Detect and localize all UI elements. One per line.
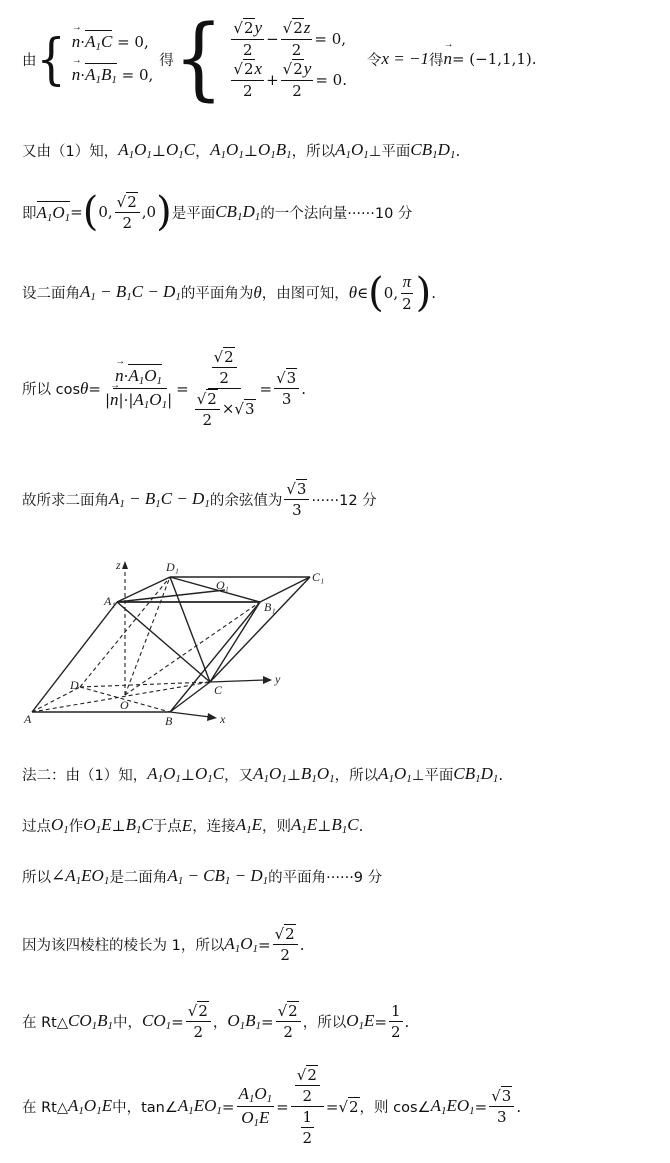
label-O: O [120, 698, 129, 712]
line-4: 设二面角 $A_1 - B_1C - D_1$ 的平面角为 θ ，由图可知， θ ∈ ( 0, $\frac{\pi}{2}$ ) . [22, 269, 437, 316]
z-arrow [122, 561, 128, 569]
line-11: 在 Rt△ $CO_1B_1$ 中， $CO_1$ = $\frac{√2}{2}$ ， $O_1B_1$ = $\frac{√2}{2}$ ，所以 $O_1E$ = $\frac{1}{2}$ . [22, 1002, 410, 1041]
label-D1: D₁ [166, 560, 179, 574]
label-B: B [165, 714, 173, 728]
label-B1: B₁ [264, 600, 276, 614]
line-A1-O1 [117, 590, 225, 602]
y-axis [210, 680, 265, 682]
label-A: A [24, 712, 32, 726]
edge-B1-C1 [260, 577, 310, 602]
line-12: 在 Rt△ $A_1O_1E$ 中，tan∠ $A_1EO_1$ = $\frac{A_1O_1}{O_1E}$ = $\frac{\frac{√2}{2}}{\frac{1}{2}}$ = √2 ，则 cos∠ $A_1EO_1$ = $\frac{√3}{3}$ . [22, 1066, 522, 1147]
line-8: 过点 $O_1$ 作 $O_1E$ ⊥ $B_1C$ 于点 E ，连接 $A_1E$ ，则 $A_1E$ ⊥ $B_1C$ . [22, 815, 364, 836]
label-z: z [116, 558, 121, 572]
vector-conditions: n → $\cdot A_1C = 0$, n → $\cdot A_1B_1 = 0$, [71, 22, 154, 86]
x-arrow [207, 713, 217, 721]
line-6: 故所求二面角 $A_1 - B_1C - D_1$ 的余弦值为 $\frac{√3}{3}$ ······12 分 [22, 480, 377, 519]
line-5: 所以 cos θ = n → $\cdot A_1O_1$ |n → $|\cdot|A_1O_1|$ = $\frac{√2}{2}$ $\frac{√2}{2}$ ×√3 = $\frac{√3}{3}$ . [22, 348, 306, 429]
line-9: 所以 $\angle A_1EO_1$ 是二面角 $A_1 - CB_1 - D_1$ 的平面角······9 分 [22, 866, 383, 887]
edge-B1-C2 [210, 602, 260, 682]
line-1: 由 { n → $\cdot A_1C = 0$, n → $\cdot A_1B_1 = 0$, 得 { $\frac{√2y}{2}$ − $\frac{√2z}{2}$ = 0, $\frac{√2x}{2}$ + $\frac{√2y}{2}$ = 0. 令 x = −1 得 n → = (−1,1,1) . [22, 7, 537, 111]
y-arrow [263, 676, 272, 684]
label-y: y [275, 672, 281, 686]
left-brace: { [36, 26, 66, 92]
line-10: 因为该四棱柱的棱长为 1，所以 $A_1O_1$ = $\frac{√2}{2}$ . [22, 925, 305, 964]
label-A1: A₁ [104, 594, 116, 608]
label-D: D [70, 678, 79, 692]
label-C1: C₁ [312, 570, 325, 584]
diag-D1-B1 [170, 577, 260, 602]
prism-figure [20, 555, 340, 730]
label-x: x [220, 712, 226, 726]
label-C: C [214, 683, 223, 697]
equations: $\frac{√2y}{2}$ − $\frac{√2z}{2}$ = 0, $\frac{√2x}{2}$ + $\frac{√2y}{2}$ = 0. [233, 18, 347, 100]
label-O1: O₁ [216, 578, 229, 592]
diag-A1-C [117, 602, 210, 682]
line-7: 法二：由（1）知， $A_1O_1$ ⊥ $O_1C$ ，又 $A_1O_1$ ⊥ $B_1O_1$ ，所以 $A_1O_1$ ⊥平面 $CB_1D_1$ . [22, 764, 504, 785]
x-axis [170, 712, 210, 717]
line-3: 即 $A_1O_1$ = ( 0, $\frac{√2}{2}$ ,0 ) 是平面 $CB_1D_1$ 的一个法向量······10 分 [22, 189, 413, 235]
left-brace-2: { [173, 7, 224, 111]
line-2: 又由（1）知， $A_1O_1$ ⊥ $O_1C$ ， $A_1O_1$ ⊥ $O_1B_1$ ，所以 $A_1O_1$ ⊥平面 $CB_1D_1$ . [22, 140, 461, 161]
